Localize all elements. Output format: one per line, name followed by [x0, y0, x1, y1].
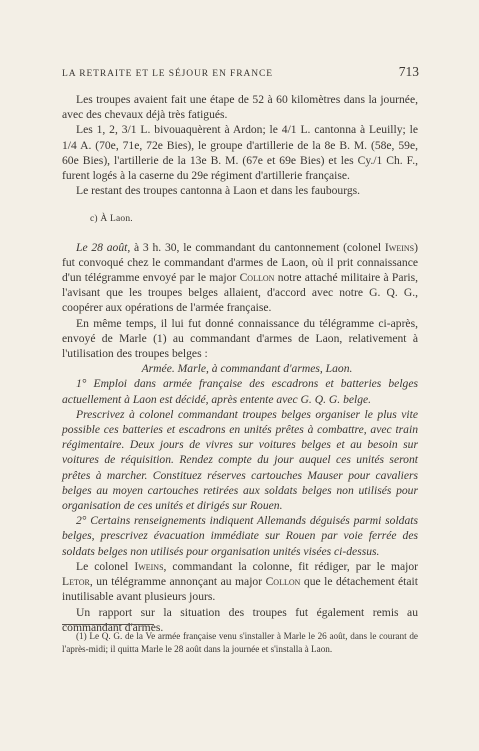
- person-name: Letor: [62, 575, 90, 589]
- telegram-paragraph: 1° Emploi dans armée française des escadrons et batteries belges actuellement à Laon est décidé, après entente avec G. Q. G. belge.: [62, 377, 418, 406]
- section-heading: c) À Laon.: [90, 214, 133, 225]
- person-name: Iweins: [384, 240, 415, 254]
- paragraph: En même temps, il lui fut donné connaissance du télégramme ci-après, envoyé de Marle (1) au commandant d'armes de Laon, relativement à l'utilisation des troupes belges :: [62, 316, 418, 361]
- footnote: [62, 630, 418, 655]
- telegram-paragraph: 2° Certains renseignements indiquent Allemands déguisés parmi soldats belges, prescrivez évacuation immédiate sur Rouen par voie ferrée des soldats belges non utilisés pour organisation unités visées ci-dessus.: [62, 514, 418, 558]
- person-name: Iweins: [134, 559, 164, 573]
- telegram-paragraph: Prescrivez à colonel commandant troupes belges organiser le plus vite possible ces batteries et escadrons en unités prêtes à combattre, avec train régimentaire. Deux jours de vivres sur voitures belges et au besoin sur voitures de réquisition. Rendez compte du jour auquel ces unités seront prêtes à marcher. Constituez réserves cartouches Mauser pour cavaliers belges au moyen cartouches retirées aux soldats belges non utilisés pour organisation de ces unités et dirigés sur Rouen.: [62, 407, 418, 513]
- body-text: [62, 92, 418, 635]
- date-phrase: Le 28 août: [76, 240, 128, 254]
- paragraph: Le restant des troupes cantonna à Laon et dans les faubourgs.: [76, 184, 361, 198]
- text-run: , commandant la colonne, fit rédiger, par le major: [163, 559, 418, 573]
- text-run: ) fut convoqué chez le commandant d'armes de Laon, où il prit connaissance d'un télégramme envoyé par le major: [62, 240, 418, 285]
- text-run: Le colonel: [76, 559, 135, 573]
- paragraph: Un rapport sur la situation des troupes fut également remis au commandant d'armes.: [62, 605, 418, 634]
- footnote-text: (1) Le Q. G. de la Ve armée française venu s'installer à Marle le 26 août, dans le courant de l'après-midi; il quitta Marle le 28 août dans la journée et s'installa à Laon.: [62, 631, 418, 654]
- text-run: notre attaché militaire à Paris, l'avisant que les troupes belges allaient, d'accord avec notre G. Q. G., coopérer aux opérations de l'armée française.: [62, 271, 418, 315]
- text-run: , un télégramme annonçant au major: [89, 575, 266, 589]
- person-name: Collon: [265, 575, 301, 589]
- page-number: 713: [398, 64, 419, 79]
- text-run: que le détachement était inutilisable avant plusieurs jours.: [62, 575, 418, 604]
- telegram-header: Armée. Marle, à commandant d'armes, Laon.: [141, 362, 353, 376]
- running-head: LA RETRAITE ET LE SÉJOUR EN FRANCE: [62, 69, 273, 79]
- person-name: Collon: [239, 271, 275, 285]
- footnote-rule: [62, 624, 154, 625]
- paragraph: [62, 559, 418, 605]
- paragraph: Les 1, 2, 3/1 L. bivouaquèrent à Ardon; le 4/1 L. cantonna à Leuilly; le 1/4 A. (70e, 71e, 72e Bies), le groupe d'artillerie de la 8e B. M. (58e, 59e, 60e Bies), l'artillerie de la 13e B. M. (67e et 69e Bies) et les Cy./1 Ch. F., furent logés à la caserne du 29e régiment d'artillerie française.: [62, 123, 418, 183]
- text-run: , à 3 h. 30, le commandant du cantonnement (colonel: [127, 240, 385, 254]
- paragraph: Les troupes avaient fait une étape de 52 à 60 kilomètres dans la journée, avec des chevaux déjà très fatigués.: [62, 93, 418, 122]
- paragraph: [62, 240, 418, 316]
- page-header: [62, 64, 419, 80]
